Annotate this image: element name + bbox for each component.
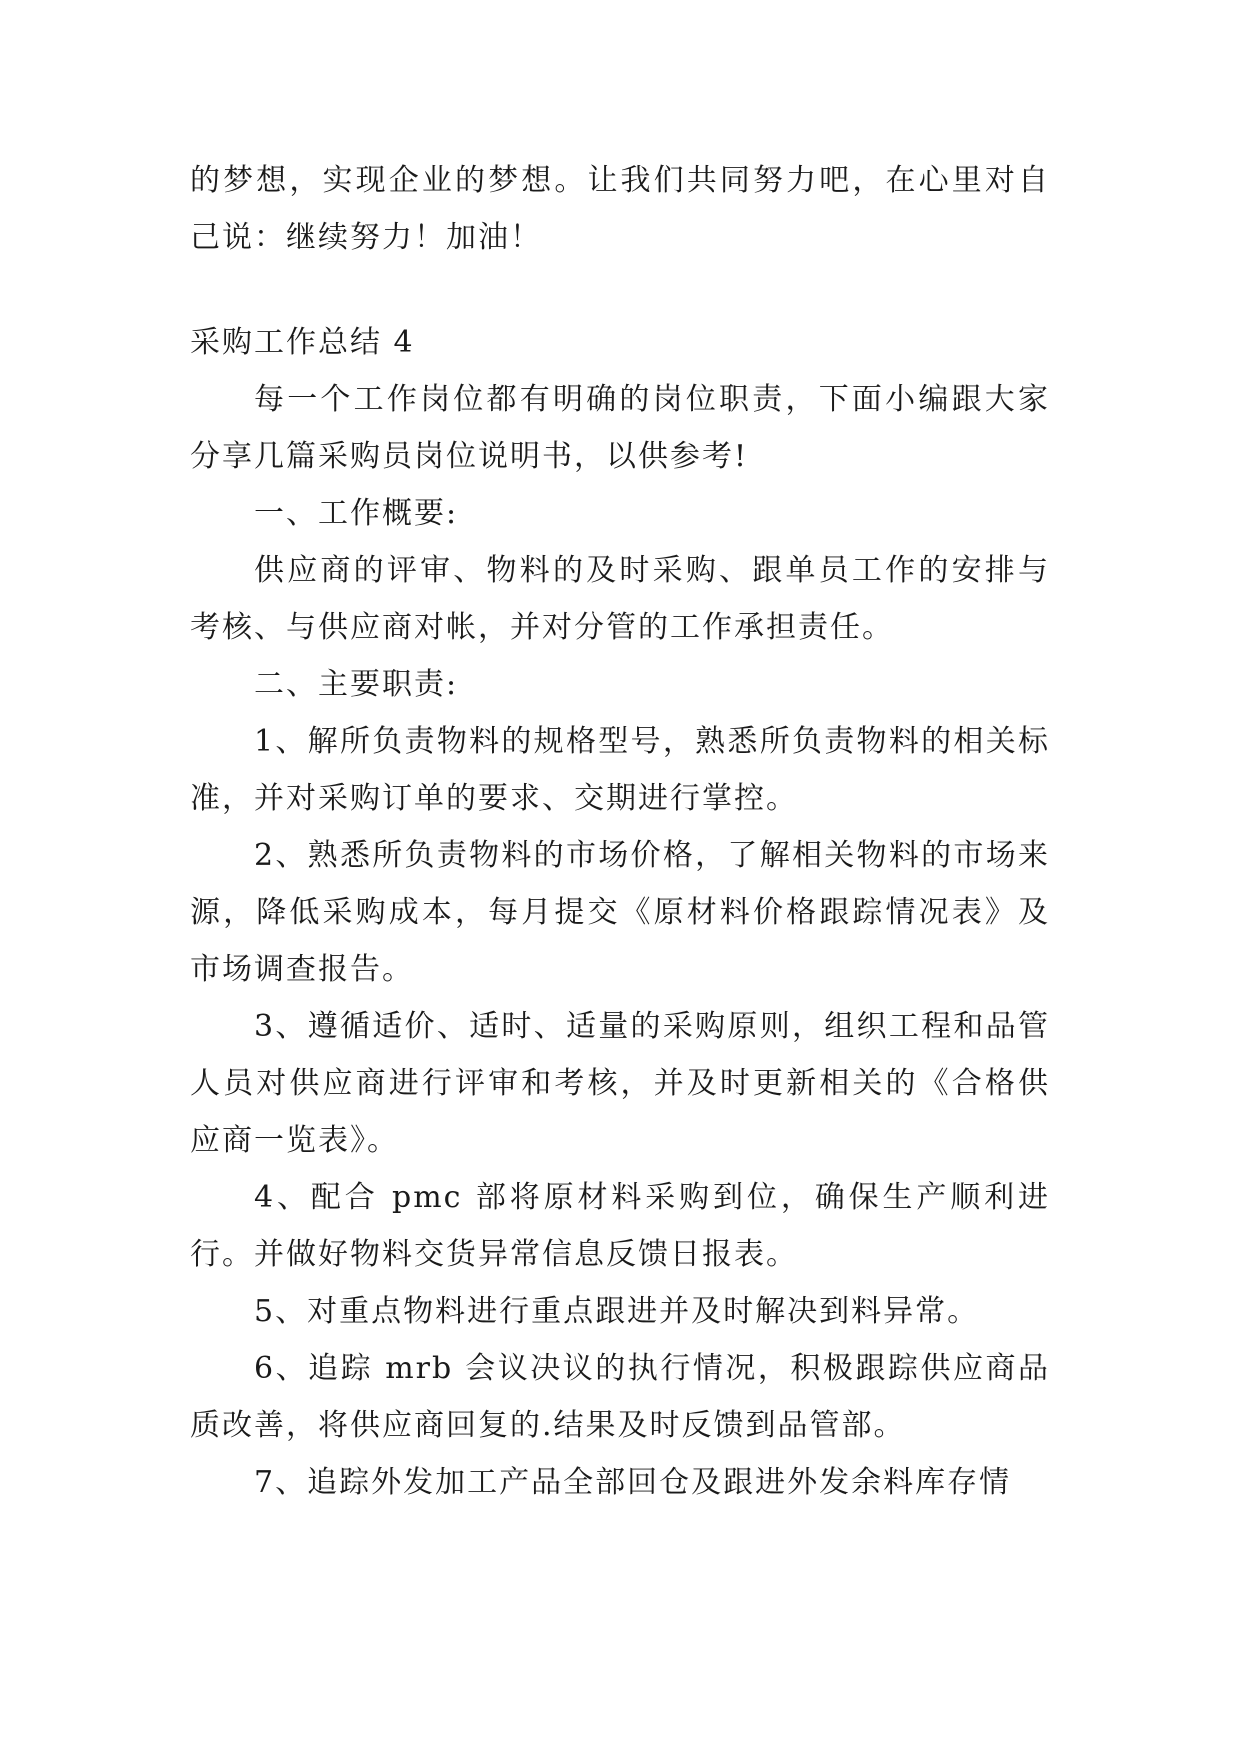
document-body	[190, 152, 1050, 1511]
section-title: 采购工作总结 4	[190, 325, 415, 360]
intro-paragraph: 每一个工作岗位都有明确的岗位职责，下面小编跟大家分享几篇采购员岗位说明书，以供参考!	[190, 382, 1050, 474]
duty-item-3: 3、遵循适价、适时、适量的采购原则，组织工程和品管人员对供应商进行评审和考核，并及时更新相关的《合格供应商一览表》。	[190, 1009, 1050, 1158]
duty-item-4: 4、配合 pmc 部将原材料采购到位，确保生产顺利进行。并做好物料交货异常信息反馈日报表。	[190, 1180, 1050, 1272]
duty-item-6: 6、追踪 mrb 会议决议的执行情况，积极跟踪供应商品质改善，将供应商回复的.结果及时反馈到品管部。	[190, 1351, 1050, 1443]
heading-work-overview: 一、工作概要:	[254, 496, 459, 531]
duty-item-5: 5、对重点物料进行重点跟进并及时解决到料异常。	[254, 1294, 980, 1329]
overview-paragraph: 供应商的评审、物料的及时采购、跟单员工作的安排与考核、与供应商对帐，并对分管的工作承担责任。	[190, 553, 1050, 645]
continuation-paragraph: 的梦想，实现企业的梦想。让我们共同努力吧，在心里对自己说：继续努力！加油！	[190, 163, 1050, 255]
duty-item-7: 7、追踪外发加工产品全部回仓及跟进外发余料库存情	[254, 1465, 1012, 1500]
section-spacer	[190, 266, 1050, 314]
duty-item-2: 2、熟悉所负责物料的市场价格，了解相关物料的市场来源，降低采购成本，每月提交《原材料价格跟踪情况表》及市场调查报告。	[190, 838, 1050, 987]
duty-item-1: 1、解所负责物料的规格型号，熟悉所负责物料的相关标准，并对采购订单的要求、交期进行掌控。	[190, 724, 1050, 816]
heading-main-duties: 二、主要职责:	[254, 667, 459, 702]
